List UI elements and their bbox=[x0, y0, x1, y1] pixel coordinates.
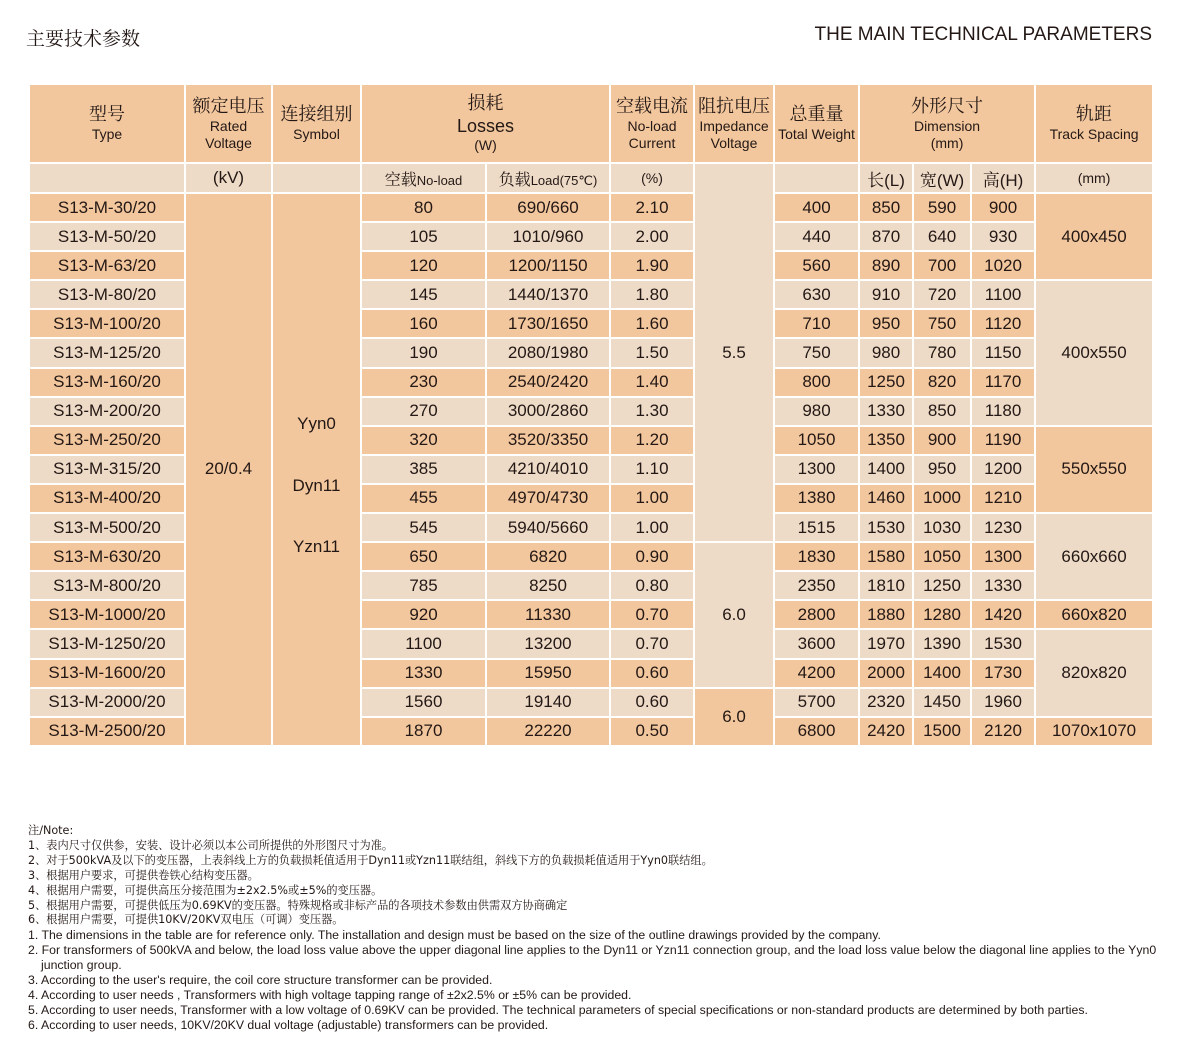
cell-noload-loss: 650 bbox=[361, 542, 486, 571]
cell-weight: 630 bbox=[774, 280, 859, 309]
cell-dim-w: 1030 bbox=[913, 513, 971, 542]
cell-noload-loss: 1870 bbox=[361, 717, 486, 746]
unit-load bbox=[486, 163, 610, 193]
cell-weight: 440 bbox=[774, 222, 859, 251]
cell-load-loss: 11330 bbox=[486, 600, 610, 629]
cell-type: S13-M-63/20 bbox=[29, 251, 185, 280]
cell-weight: 2800 bbox=[774, 600, 859, 629]
cell-dim-l: 1580 bbox=[859, 542, 913, 571]
page-title-en: THE MAIN TECHNICAL PARAMETERS bbox=[814, 24, 1152, 45]
cell-dim-h: 1530 bbox=[971, 629, 1035, 658]
cell-load-loss: 1010/960 bbox=[486, 222, 610, 251]
cell-noload-loss: 385 bbox=[361, 455, 486, 484]
cell-load-loss: 22220 bbox=[486, 717, 610, 746]
cell-track-spacing: 400x550 bbox=[1035, 280, 1153, 425]
cell-dim-l: 1460 bbox=[859, 484, 913, 513]
cell-weight: 400 bbox=[774, 193, 859, 222]
header-noload-current bbox=[610, 84, 694, 163]
cell-dim-l: 1810 bbox=[859, 571, 913, 600]
cell-dim-l: 1970 bbox=[859, 629, 913, 658]
note-en-3: 3. According to the user's require, the coil core structure transformer can be provided. bbox=[28, 973, 493, 988]
unit-current: (%) bbox=[610, 163, 694, 193]
header-dimension-unit: (mm) bbox=[930, 134, 964, 151]
cell-weight: 1515 bbox=[774, 513, 859, 542]
cell-noload-loss: 145 bbox=[361, 280, 486, 309]
header-type-en: Type bbox=[91, 126, 123, 142]
cell-noload-current: 1.60 bbox=[610, 309, 694, 338]
cell-noload-loss: 455 bbox=[361, 484, 486, 513]
cell-dim-l: 870 bbox=[859, 222, 913, 251]
cell-load-loss: 15950 bbox=[486, 659, 610, 688]
cell-type: S13-M-100/20 bbox=[29, 309, 185, 338]
header-noload-current-cn: 空载电流 bbox=[616, 95, 689, 117]
noload-cn: 空载 bbox=[384, 169, 417, 189]
note-en-2: 2. For transformers of 500kVA and below, the load loss value above the upper diagonal line applies to the Dyn11 or Yzn11 connection group, and the load loss value below the diagonal line applies to the Yyn0 junction group. bbox=[28, 943, 1157, 973]
cell-load-loss: 1200/1150 bbox=[486, 251, 610, 280]
cell-track-spacing: 1070x1070 bbox=[1035, 717, 1153, 746]
cell-noload-current: 1.50 bbox=[610, 338, 694, 367]
cell-dim-h: 1210 bbox=[971, 484, 1035, 513]
cell-weight: 3600 bbox=[774, 629, 859, 658]
page-title-cn: 主要技术参数 bbox=[26, 28, 141, 50]
cell-noload-current: 0.60 bbox=[610, 659, 694, 688]
cell-dim-w: 820 bbox=[913, 368, 971, 397]
cell-noload-current: 2.10 bbox=[610, 193, 694, 222]
header-noload-current-en1: No-load bbox=[627, 117, 677, 134]
cell-dim-w: 590 bbox=[913, 193, 971, 222]
cell-type: S13-M-250/20 bbox=[29, 426, 185, 455]
cell-dim-l: 1330 bbox=[859, 397, 913, 426]
cell-dim-w: 1000 bbox=[913, 484, 971, 513]
cell-noload-loss: 1560 bbox=[361, 688, 486, 717]
impedance-value-1: 5.5 bbox=[694, 163, 774, 542]
cell-type: S13-M-2000/20 bbox=[29, 688, 185, 717]
cell-noload-loss: 160 bbox=[361, 309, 486, 338]
symbol-list bbox=[273, 194, 360, 594]
cell-dim-h: 1120 bbox=[971, 309, 1035, 338]
cell-noload-loss: 920 bbox=[361, 600, 486, 629]
header-symbol-en: Symbol bbox=[293, 126, 340, 142]
cell-dim-h: 1420 bbox=[971, 600, 1035, 629]
cell-noload-loss: 1100 bbox=[361, 629, 486, 658]
cell-noload-loss: 1330 bbox=[361, 659, 486, 688]
cell-noload-current: 0.50 bbox=[610, 717, 694, 746]
cell-noload-current: 1.80 bbox=[610, 280, 694, 309]
cell-dim-w: 1250 bbox=[913, 571, 971, 600]
symbol-value: Yzn11 bbox=[293, 537, 340, 556]
cell-dim-w: 700 bbox=[913, 251, 971, 280]
cell-dim-l: 1250 bbox=[859, 368, 913, 397]
unit-rated-voltage: (kV) bbox=[185, 163, 272, 193]
notes-heading: 注/Note: bbox=[28, 824, 74, 837]
cell-weight: 2350 bbox=[774, 571, 859, 600]
header-rated-voltage-en2: Voltage bbox=[205, 134, 252, 151]
cell-dim-h: 1230 bbox=[971, 513, 1035, 542]
cell-noload-current: 0.60 bbox=[610, 688, 694, 717]
cell-load-loss: 1440/1370 bbox=[486, 280, 610, 309]
cell-load-loss: 19140 bbox=[486, 688, 610, 717]
load-en: Load(75℃) bbox=[530, 172, 598, 188]
cell-load-loss: 4210/4010 bbox=[486, 455, 610, 484]
load-cn: 负载 bbox=[498, 169, 531, 189]
cell-dim-l: 2420 bbox=[859, 717, 913, 746]
header-impedance-cn: 阻抗电压 bbox=[698, 95, 771, 117]
cell-dim-w: 900 bbox=[913, 426, 971, 455]
header-losses-unit: (W) bbox=[474, 137, 497, 153]
header-rated-voltage-cn: 额定电压 bbox=[192, 95, 265, 117]
cell-load-loss: 6820 bbox=[486, 542, 610, 571]
cell-dim-h: 1190 bbox=[971, 426, 1035, 455]
cell-dim-l: 2000 bbox=[859, 659, 913, 688]
unit-track: (mm) bbox=[1035, 163, 1153, 193]
cell-track-spacing: 400x450 bbox=[1035, 193, 1153, 280]
cell-noload-current: 0.90 bbox=[610, 542, 694, 571]
cell-load-loss: 3520/3350 bbox=[486, 426, 610, 455]
cell-track-spacing: 820x820 bbox=[1035, 629, 1153, 716]
cell-noload-current: 2.00 bbox=[610, 222, 694, 251]
cell-type: S13-M-1250/20 bbox=[29, 629, 185, 658]
cell-dim-h: 930 bbox=[971, 222, 1035, 251]
cell-dim-h: 900 bbox=[971, 193, 1035, 222]
cell-load-loss: 13200 bbox=[486, 629, 610, 658]
header-type-cn: 型号 bbox=[89, 104, 125, 125]
cell-dim-h: 1100 bbox=[971, 280, 1035, 309]
note-cn-2: 2、对于500kVA及以下的变压器，上表斜线上方的负载损耗值适用于Dyn11或Yzn11联结组，斜线下方的负载损耗值适用于Yyn0联结组。 bbox=[28, 853, 713, 867]
cell-noload-current: 1.20 bbox=[610, 426, 694, 455]
cell-dim-h: 2120 bbox=[971, 717, 1035, 746]
cell-noload-loss: 80 bbox=[361, 193, 486, 222]
cell-dim-w: 640 bbox=[913, 222, 971, 251]
cell-weight: 6800 bbox=[774, 717, 859, 746]
cell-load-loss: 5940/5660 bbox=[486, 513, 610, 542]
header-rated-voltage-en1: Rated bbox=[209, 117, 248, 134]
header-symbol-cn: 连接组别 bbox=[280, 104, 353, 125]
cell-noload-current: 0.80 bbox=[610, 571, 694, 600]
cell-noload-loss: 785 bbox=[361, 571, 486, 600]
header-dimension-en: Dimension bbox=[913, 117, 981, 134]
cell-dim-w: 1450 bbox=[913, 688, 971, 717]
cell-weight: 5700 bbox=[774, 688, 859, 717]
cell-dim-l: 1530 bbox=[859, 513, 913, 542]
dim-h-label: 高(H) bbox=[971, 163, 1035, 193]
cell-noload-loss: 120 bbox=[361, 251, 486, 280]
cell-noload-loss: 270 bbox=[361, 397, 486, 426]
cell-noload-current: 1.00 bbox=[610, 484, 694, 513]
header-row bbox=[29, 84, 1153, 163]
note-en-6: 6. According to user needs, 10KV/20KV dual voltage (adjustable) transformers can be provided. bbox=[28, 1017, 549, 1032]
cell-weight: 800 bbox=[774, 368, 859, 397]
impedance-value-2: 6.0 bbox=[694, 542, 774, 687]
cell-noload-loss: 190 bbox=[361, 338, 486, 367]
cell-dim-l: 1400 bbox=[859, 455, 913, 484]
note-cn-6: 6、根据用户需要，可提供10KV/20KV双电压（可调）变压器。 bbox=[28, 913, 344, 927]
cell-noload-current: 0.70 bbox=[610, 629, 694, 658]
unit-type bbox=[29, 163, 185, 193]
cell-dim-l: 850 bbox=[859, 193, 913, 222]
cell-noload-current: 1.90 bbox=[610, 251, 694, 280]
cell-load-loss: 690/660 bbox=[486, 193, 610, 222]
unit-noload bbox=[361, 163, 486, 193]
header-track-cn: 轨距 bbox=[1076, 104, 1113, 125]
cell-noload-current: 1.30 bbox=[610, 397, 694, 426]
cell-dim-w: 720 bbox=[913, 280, 971, 309]
cell-dim-w: 750 bbox=[913, 309, 971, 338]
header-track-en: Track Spacing bbox=[1049, 126, 1139, 142]
cell-type: S13-M-1000/20 bbox=[29, 600, 185, 629]
cell-weight: 1050 bbox=[774, 426, 859, 455]
unit-symbol bbox=[272, 163, 361, 193]
cell-track-spacing: 660x660 bbox=[1035, 513, 1153, 600]
cell-dim-l: 910 bbox=[859, 280, 913, 309]
header-losses-en: Losses bbox=[456, 116, 515, 136]
rated-voltage-merged: 20/0.4 bbox=[185, 193, 272, 746]
cell-noload-current: 1.40 bbox=[610, 368, 694, 397]
symbol-value: Yyn0 bbox=[297, 414, 336, 433]
cell-dim-w: 1050 bbox=[913, 542, 971, 571]
dim-w-label: 宽(W) bbox=[913, 163, 971, 193]
note-en-5: 5. According to user needs, Transformer with a low voltage of 0.69KV can be provided. The technical parameters of special specifications or non-standard products are determined by both parties. bbox=[28, 1002, 1088, 1017]
header-weight bbox=[774, 84, 859, 163]
cell-weight: 4200 bbox=[774, 659, 859, 688]
cell-noload-loss: 105 bbox=[361, 222, 486, 251]
cell-dim-h: 1150 bbox=[971, 338, 1035, 367]
cell-dim-w: 1400 bbox=[913, 659, 971, 688]
header-dimension bbox=[859, 84, 1035, 163]
table-row bbox=[29, 193, 1153, 222]
header-losses bbox=[361, 84, 610, 163]
header-impedance bbox=[694, 84, 774, 163]
cell-type: S13-M-30/20 bbox=[29, 193, 185, 222]
cell-load-loss: 4970/4730 bbox=[486, 484, 610, 513]
cell-noload-loss: 320 bbox=[361, 426, 486, 455]
cell-dim-h: 1180 bbox=[971, 397, 1035, 426]
header-weight-cn: 总重量 bbox=[789, 104, 844, 125]
header-impedance-en2: Voltage bbox=[710, 134, 758, 151]
header-noload-current-en2: Current bbox=[628, 134, 676, 151]
notes-section bbox=[28, 824, 1168, 1033]
cell-dim-h: 1300 bbox=[971, 542, 1035, 571]
note-en-4: 4. According to user needs , Transformers with high voltage tapping range of ±2x2.5% or ±5% can be provided. bbox=[28, 987, 632, 1002]
cell-dim-l: 950 bbox=[859, 309, 913, 338]
cell-weight: 710 bbox=[774, 309, 859, 338]
note-en-1: 1. The dimensions in the table are for reference only. The installation and design must be based on the size of the outline drawings provided by the company. bbox=[28, 928, 881, 943]
cell-dim-w: 1280 bbox=[913, 600, 971, 629]
cell-noload-current: 1.00 bbox=[610, 513, 694, 542]
note-cn-4: 4、根据用户需要，可提供高压分接范围为±2x2.5%或±5%的变压器。 bbox=[28, 883, 383, 897]
cell-type: S13-M-200/20 bbox=[29, 397, 185, 426]
cell-type: S13-M-400/20 bbox=[29, 484, 185, 513]
note-cn-5: 5、根据用户需要，可提供低压为0.69KV的变压器。特殊规格或非标产品的各项技术参数由供需双方协商确定 bbox=[28, 898, 568, 912]
cell-dim-h: 1170 bbox=[971, 368, 1035, 397]
cell-dim-h: 1330 bbox=[971, 571, 1035, 600]
cell-dim-w: 850 bbox=[913, 397, 971, 426]
cell-weight: 750 bbox=[774, 338, 859, 367]
cell-weight: 1830 bbox=[774, 542, 859, 571]
cell-dim-l: 1350 bbox=[859, 426, 913, 455]
note-cn-3: 3、根据用户要求，可提供卷铁心结构变压器。 bbox=[28, 868, 259, 882]
cell-dim-w: 1390 bbox=[913, 629, 971, 658]
cell-track-spacing: 550x550 bbox=[1035, 426, 1153, 513]
header-weight-en: Total Weight bbox=[778, 126, 855, 142]
impedance-value-3: 6.0 bbox=[694, 688, 774, 746]
cell-load-loss: 1730/1650 bbox=[486, 309, 610, 338]
header-track bbox=[1035, 84, 1153, 163]
cell-type: S13-M-500/20 bbox=[29, 513, 185, 542]
cell-dim-l: 2320 bbox=[859, 688, 913, 717]
header-type bbox=[29, 84, 185, 163]
unit-weight bbox=[774, 163, 859, 193]
cell-type: S13-M-1600/20 bbox=[29, 659, 185, 688]
cell-dim-w: 950 bbox=[913, 455, 971, 484]
cell-noload-loss: 545 bbox=[361, 513, 486, 542]
cell-load-loss: 3000/2860 bbox=[486, 397, 610, 426]
cell-dim-h: 1020 bbox=[971, 251, 1035, 280]
cell-dim-h: 1200 bbox=[971, 455, 1035, 484]
unit-row bbox=[29, 163, 1153, 193]
technical-parameters-table bbox=[28, 83, 1154, 747]
header-dimension-cn: 外形尺寸 bbox=[911, 95, 984, 117]
cell-dim-l: 890 bbox=[859, 251, 913, 280]
cell-weight: 1380 bbox=[774, 484, 859, 513]
cell-type: S13-M-630/20 bbox=[29, 542, 185, 571]
header-symbol bbox=[272, 84, 361, 163]
header-impedance-en1: Impedance bbox=[699, 117, 769, 134]
cell-weight: 560 bbox=[774, 251, 859, 280]
cell-dim-w: 1500 bbox=[913, 717, 971, 746]
cell-type: S13-M-800/20 bbox=[29, 571, 185, 600]
cell-weight: 980 bbox=[774, 397, 859, 426]
header-losses-cn: 损耗 bbox=[467, 93, 504, 114]
cell-type: S13-M-50/20 bbox=[29, 222, 185, 251]
cell-dim-l: 980 bbox=[859, 338, 913, 367]
cell-type: S13-M-80/20 bbox=[29, 280, 185, 309]
cell-type: S13-M-315/20 bbox=[29, 455, 185, 484]
cell-type: S13-M-160/20 bbox=[29, 368, 185, 397]
symbol-value: Dyn11 bbox=[292, 475, 341, 495]
cell-load-loss: 2540/2420 bbox=[486, 368, 610, 397]
cell-weight: 1300 bbox=[774, 455, 859, 484]
cell-dim-h: 1960 bbox=[971, 688, 1035, 717]
note-cn-1: 1、表内尺寸仅供参，安装、设计必须以本公司所提供的外形图尺寸为准。 bbox=[28, 838, 394, 852]
symbol-merged bbox=[272, 193, 361, 746]
cell-dim-w: 780 bbox=[913, 338, 971, 367]
cell-noload-current: 0.70 bbox=[610, 600, 694, 629]
noload-en: No-load bbox=[416, 172, 463, 188]
cell-type: S13-M-125/20 bbox=[29, 338, 185, 367]
cell-noload-loss: 230 bbox=[361, 368, 486, 397]
cell-dim-h: 1730 bbox=[971, 659, 1035, 688]
cell-load-loss: 2080/1980 bbox=[486, 338, 610, 367]
cell-type: S13-M-2500/20 bbox=[29, 717, 185, 746]
cell-load-loss: 8250 bbox=[486, 571, 610, 600]
cell-noload-current: 1.10 bbox=[610, 455, 694, 484]
cell-dim-l: 1880 bbox=[859, 600, 913, 629]
dim-l-label: 长(L) bbox=[859, 163, 913, 193]
header-rated-voltage bbox=[185, 84, 272, 163]
cell-track-spacing: 660x820 bbox=[1035, 600, 1153, 629]
